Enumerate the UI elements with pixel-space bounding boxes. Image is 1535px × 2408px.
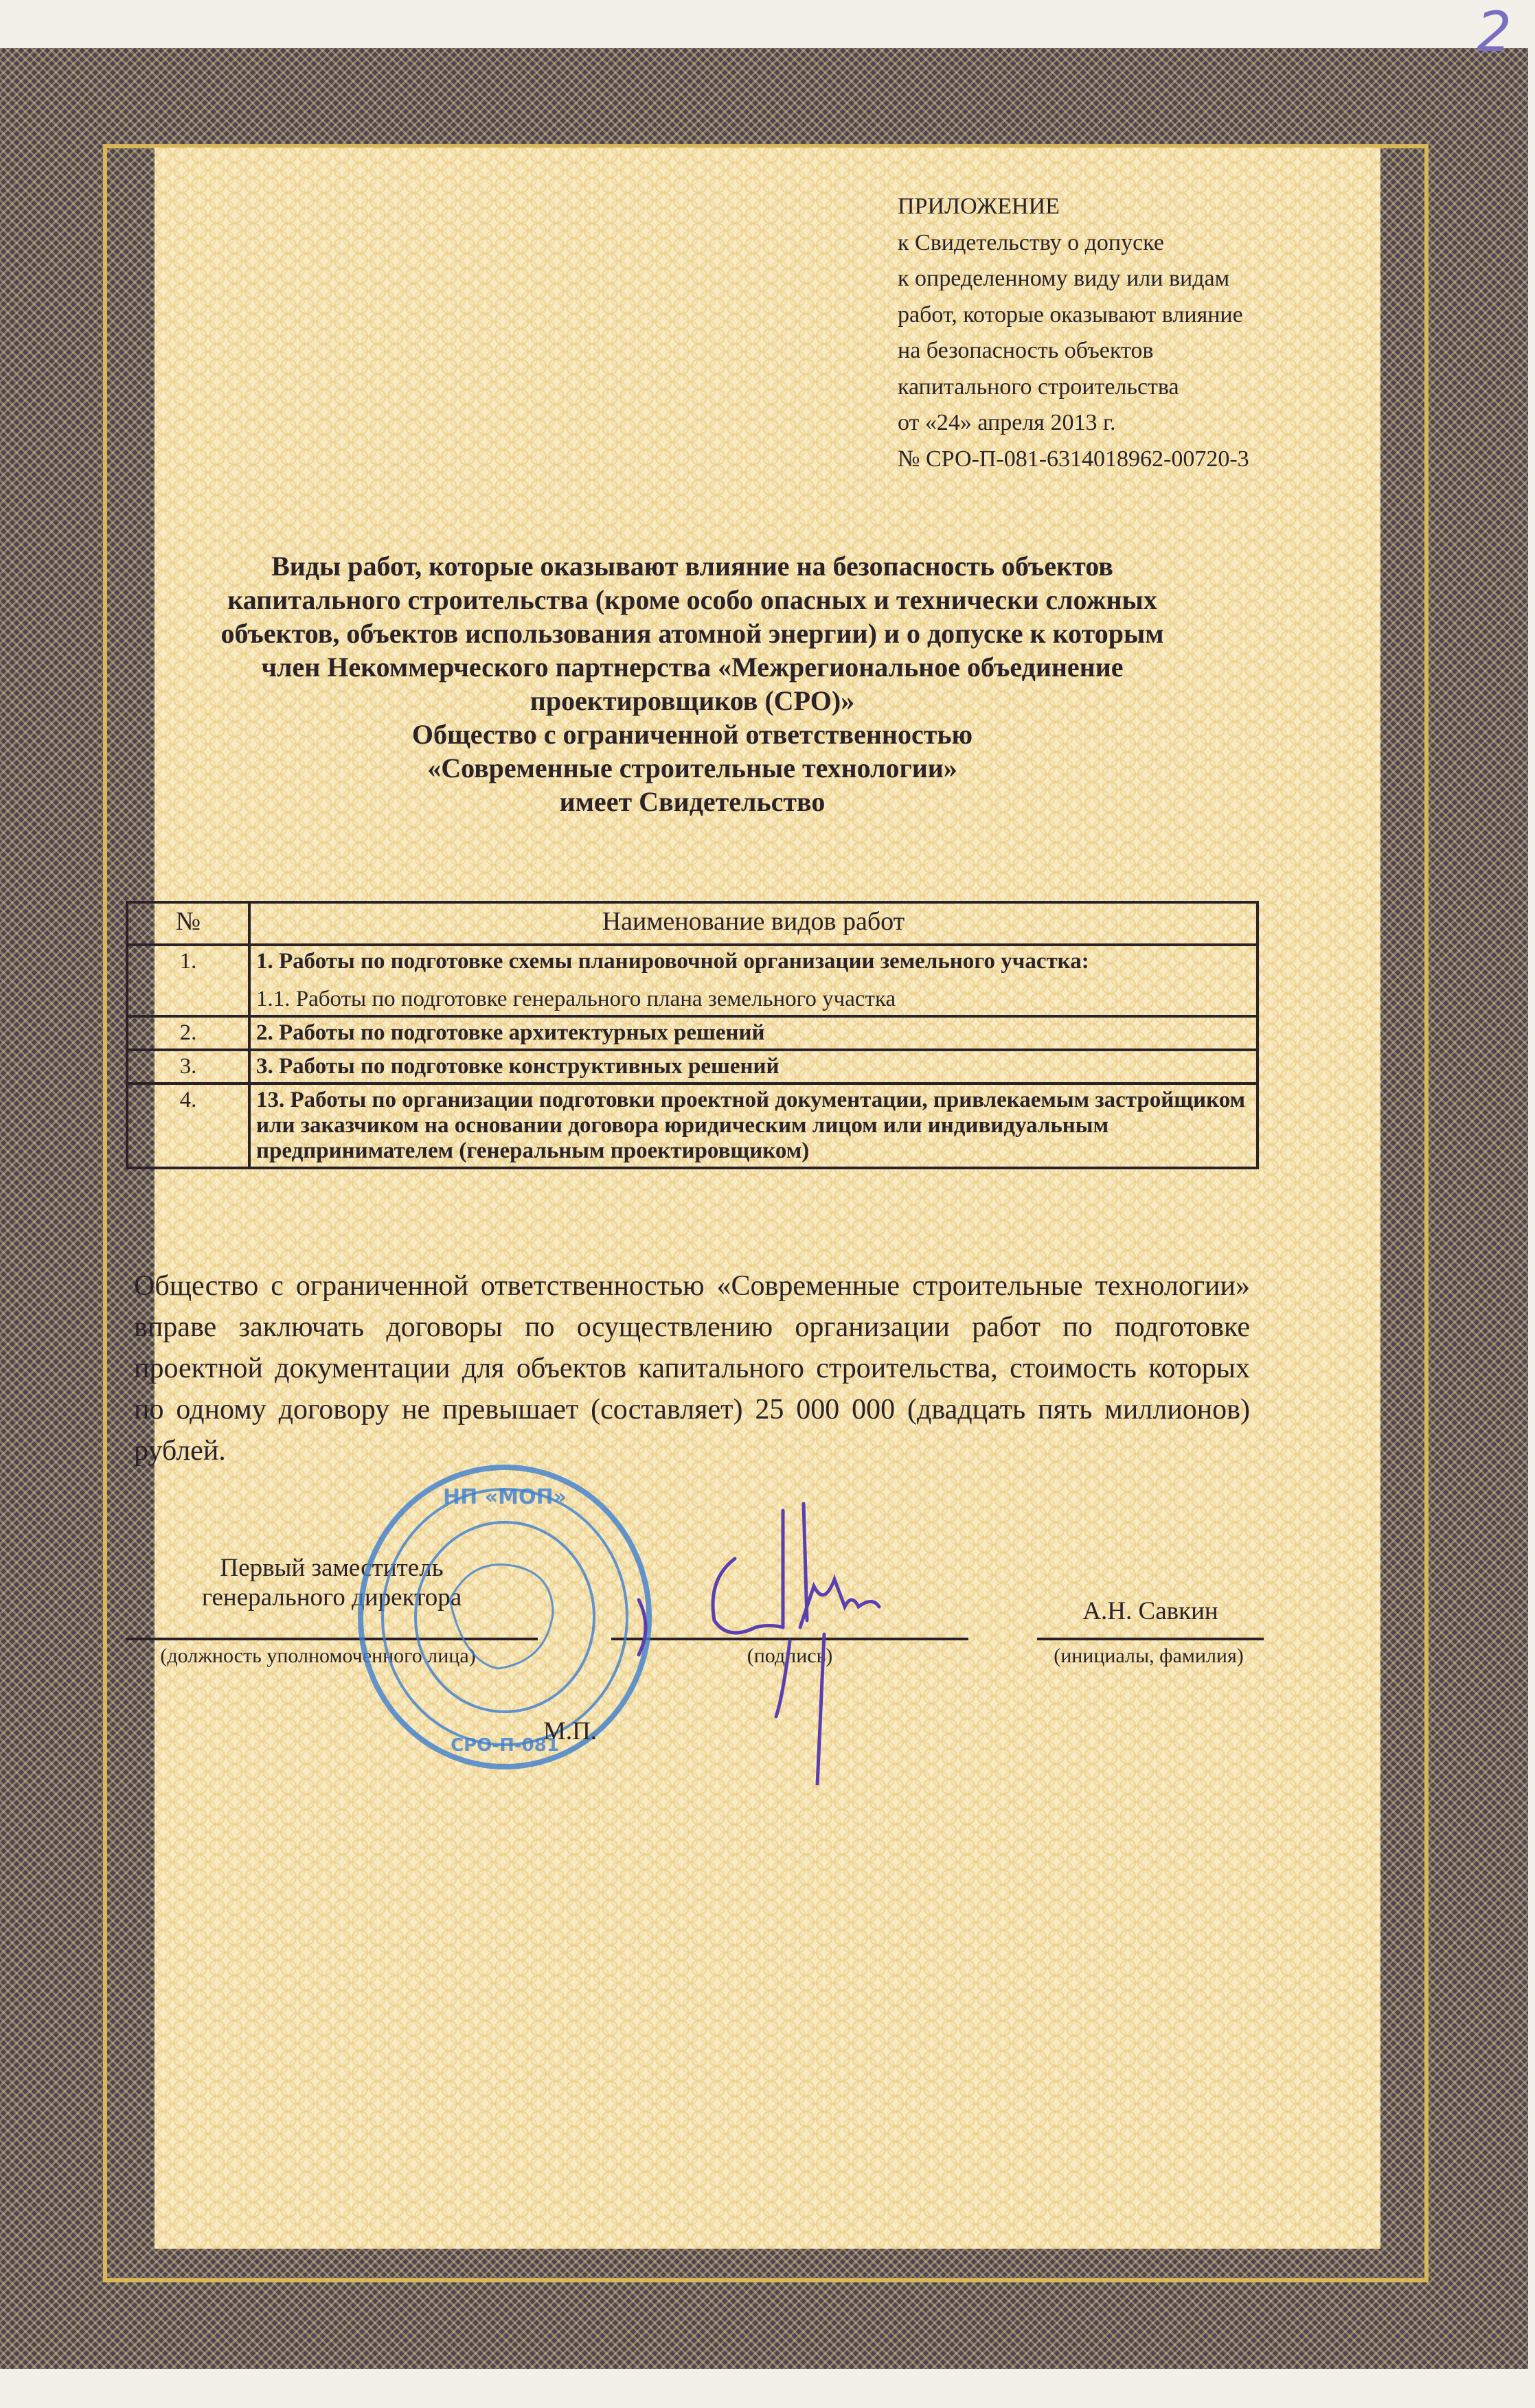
position-line: генерального директора — [201, 1583, 462, 1612]
company-line: Общество с ограниченной ответственностью — [411, 719, 973, 750]
row-subitem: 1.1. Работы по подготовке генерального плана земельного участка — [256, 987, 896, 1011]
appendix-line: капитального строительства — [898, 374, 1179, 400]
appendix-date: от «24» апреля 2013 г. — [898, 410, 1116, 435]
name-caption: (инициалы, фамилия) — [1054, 1644, 1244, 1667]
table-row — [127, 1050, 1258, 1083]
row-number: 3. — [127, 1050, 249, 1083]
signer-name: А.Н. Савкин — [1082, 1597, 1218, 1625]
certificate-number: № СРО-П-081-6314018962-00720-3 — [898, 446, 1249, 472]
title-line: проектировщиков (СРО)» — [530, 685, 855, 716]
appendix-header — [898, 189, 1249, 477]
work-types-table — [126, 901, 1259, 1169]
table-row — [127, 1083, 1258, 1168]
title-line: капитального строительства (кроме особо опасных и технически сложных — [227, 584, 1157, 615]
position-line: Первый заместитель — [220, 1554, 444, 1582]
row-number: 4. — [127, 1083, 249, 1168]
signature-caption: (подпись) — [747, 1644, 833, 1667]
appendix-line: ПРИЛОЖЕНИЕ — [898, 194, 1060, 219]
svg-text:СРО-П-081: СРО-П-081 — [451, 1735, 559, 1756]
row-title: 3. Работы по подготовке конструктивных решений — [249, 1050, 1258, 1083]
row-title: 2. Работы по подготовке архитектурных решений — [249, 1016, 1258, 1050]
appendix-line: к Свидетельству о допуске — [898, 229, 1164, 255]
seal-place-label: М.П. — [543, 1717, 598, 1745]
title-line: Виды работ, которые оказывают влияние на безопасность объектов — [271, 551, 1113, 582]
table-row — [127, 945, 1258, 1016]
row-title: 13. Работы по организации подготовки проектной документации, привлекаемым застройщиком или заказчиком на основании договора юридическим лицом или индивидуальным предпринимателем (генеральным проектировщиком) — [249, 1083, 1258, 1168]
title-line: член Некоммерческого партнерства «Межрегиональное объединение — [261, 652, 1124, 683]
column-header-name: Наименование видов работ — [249, 902, 1258, 945]
table-header-row — [127, 902, 1258, 945]
row-title — [249, 945, 1258, 1016]
row-title-text: 1. Работы по подготовке схемы планировочной организации земельного участка: — [256, 949, 1089, 974]
company-line: имеет Свидетельство — [559, 786, 826, 817]
handwritten-signature — [618, 1497, 962, 1785]
contract-limit-paragraph: Общество с ограниченной ответственностью «Современные строительные технологии» вправе заключать договоры по осуществлению организации работ по подготовке проектной документации для объектов капитального строительства, стоимость которых по одному договору не превышает (составляет) 25 000 000 (двадцать пять миллионов) рублей. — [134, 1270, 1250, 1467]
column-header-number: № — [127, 902, 249, 945]
company-line: «Современные строительные технологии» — [427, 753, 957, 783]
appendix-line: работ, которые оказывают влияние — [898, 301, 1243, 328]
handwritten-page-number: 2 — [1477, 0, 1512, 64]
position-caption: (должность уполномоченного лица) — [160, 1644, 476, 1667]
row-number: 2. — [127, 1016, 249, 1050]
svg-text:НП «МОП»: НП «МОП» — [443, 1485, 567, 1509]
row-number: 1. — [127, 945, 249, 1016]
table-row — [127, 1016, 1258, 1050]
appendix-line: к определенному виду или видам — [898, 266, 1230, 291]
title-line: объектов, объектов использования атомной энергии) и о допуске к которым — [220, 618, 1164, 649]
document-title — [126, 549, 1259, 818]
appendix-line: на безопасность объектов — [898, 338, 1154, 363]
name-underline — [1037, 1638, 1264, 1640]
